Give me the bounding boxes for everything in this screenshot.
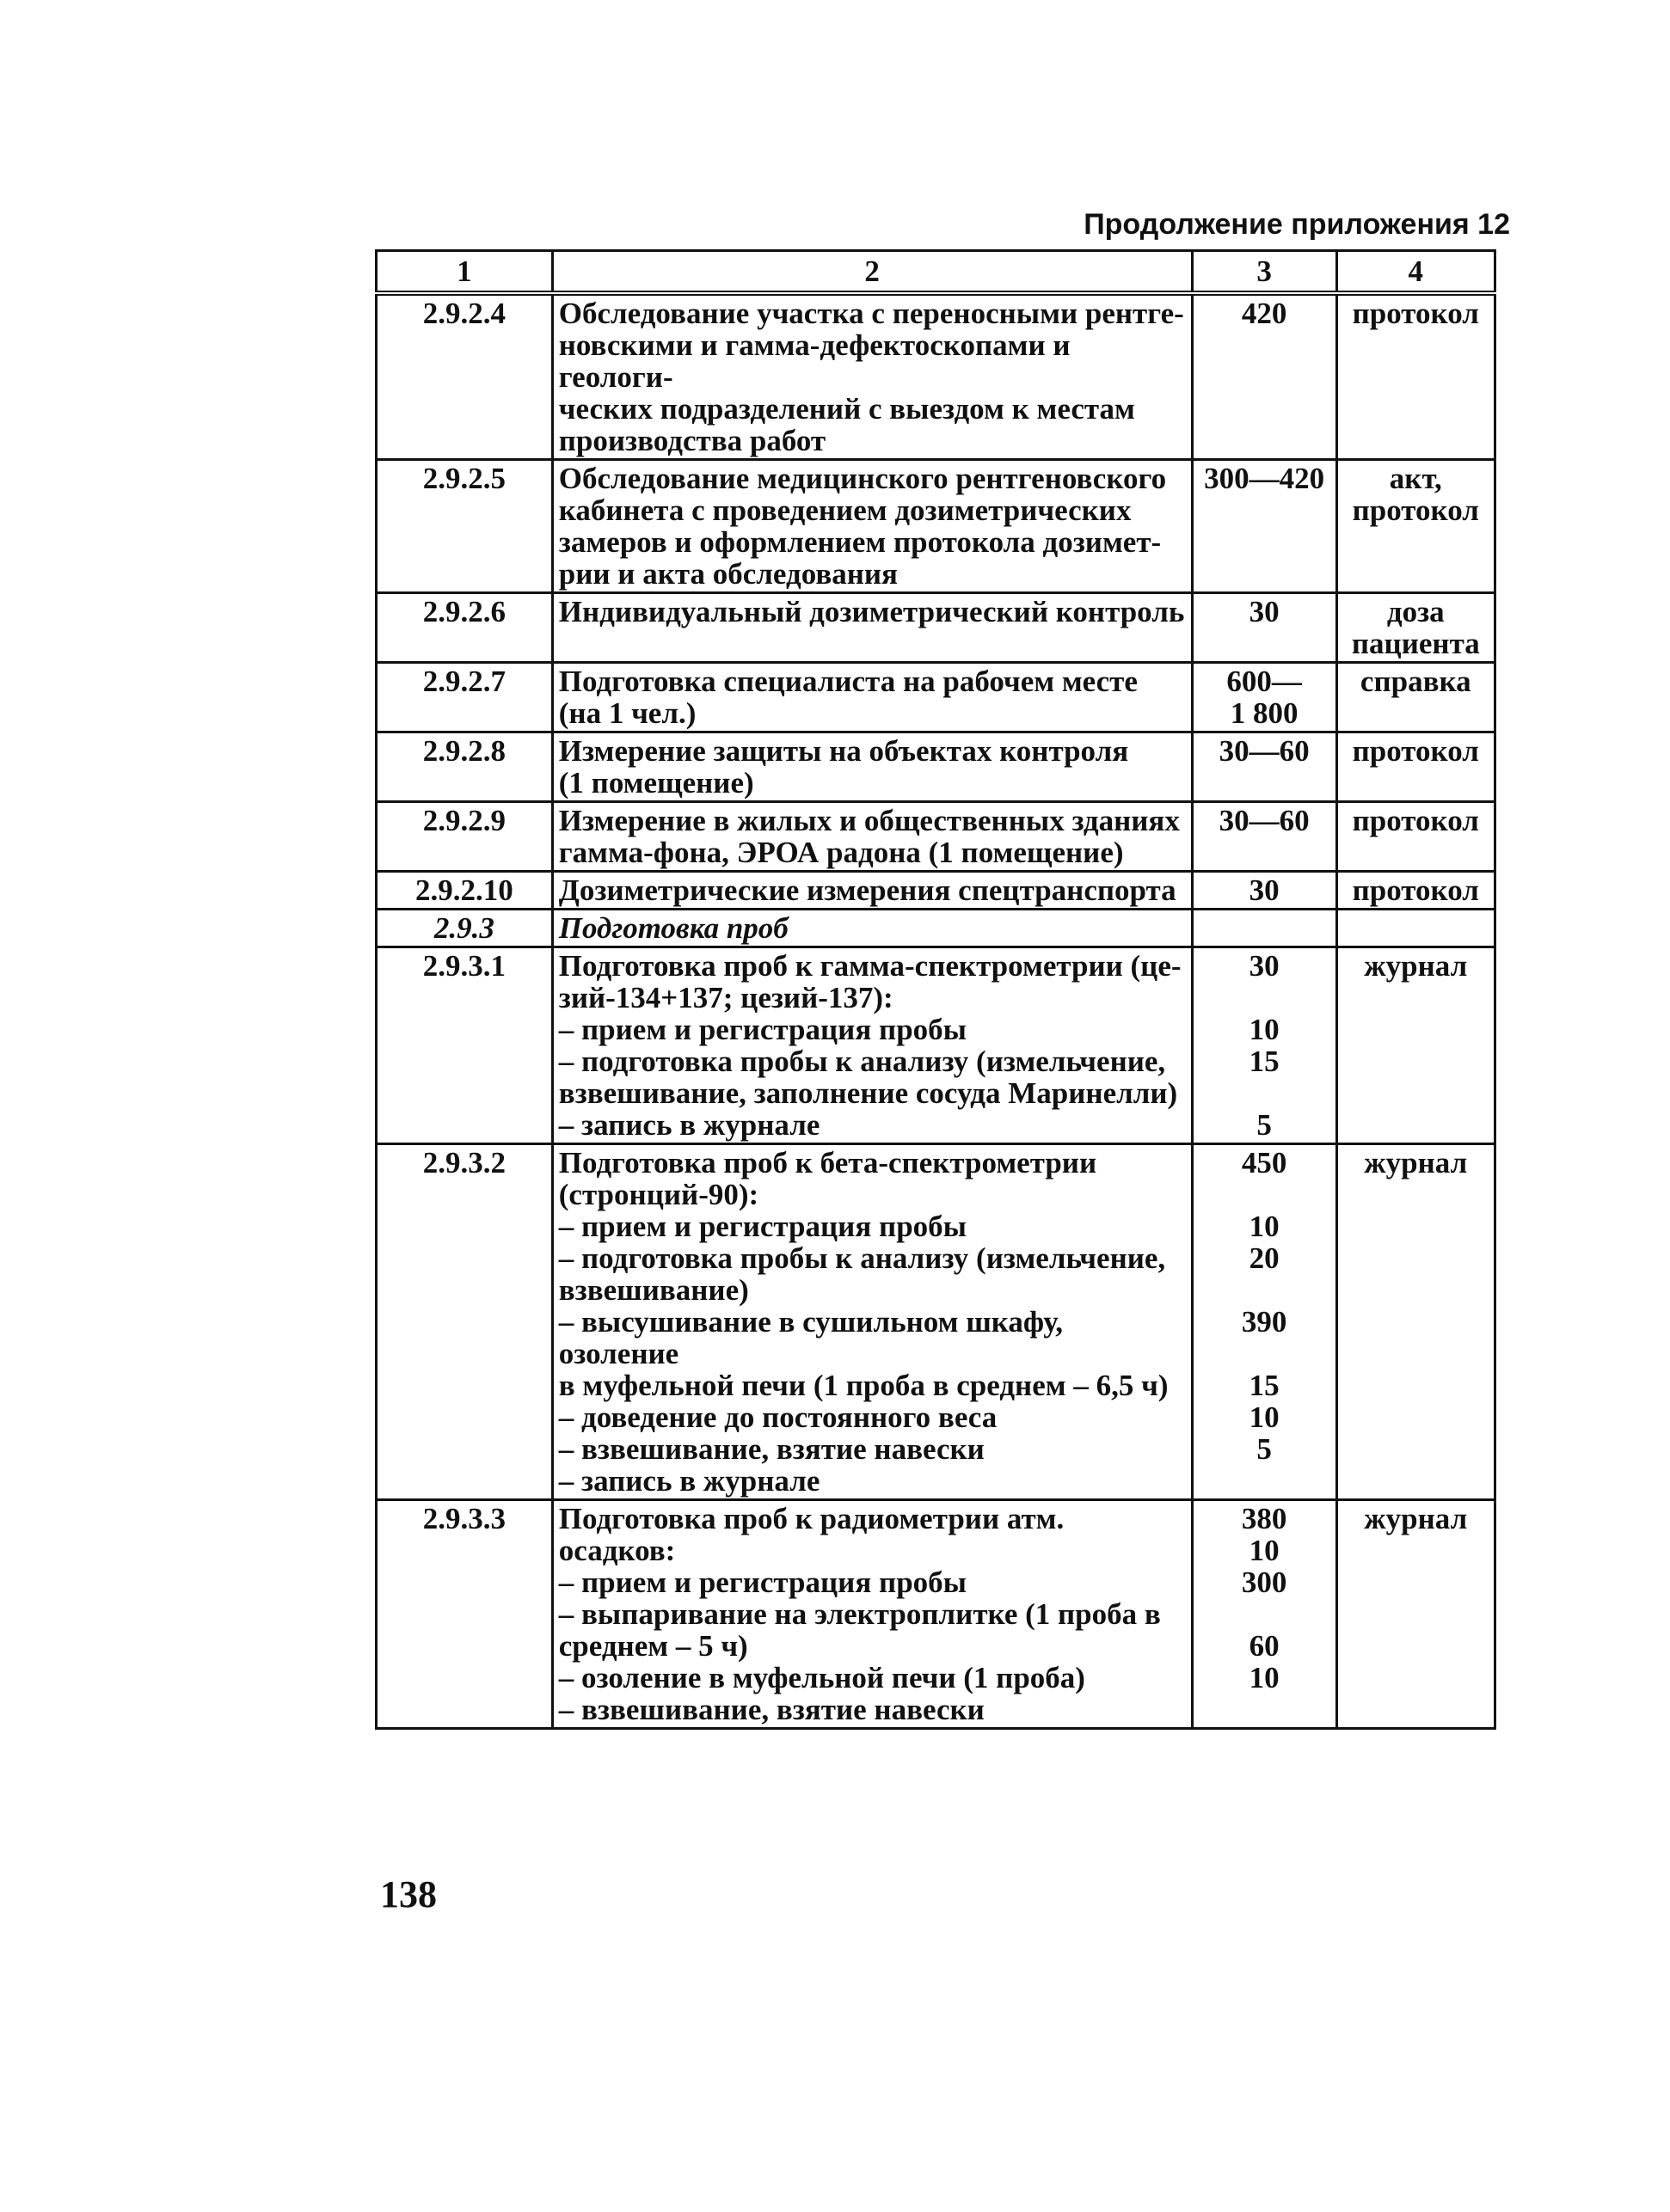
value-line: 10 [1249,1013,1280,1046]
description-line: – прием и регистрация пробы [558,1210,967,1243]
value-line: 390 [1241,1305,1287,1339]
page-number: 138 [380,1873,437,1915]
value-line [1199,1179,1330,1210]
description-line: – выпаривание на электроплитке (1 проба в [558,1597,1161,1631]
row-unit: журнал [1336,947,1495,1144]
value-line: 60 [1249,1629,1280,1663]
value-line: 30—60 [1219,804,1310,837]
value-line: 1 800 [1230,696,1299,730]
value-line: 15 [1249,1369,1280,1402]
row-description [552,872,1192,910]
row-value [1192,1500,1336,1729]
value-line: 420 [1241,297,1287,330]
description-line: в муфельной печи (1 проба в среднем – 6,5 ч) [558,1369,1169,1402]
row-code: 2.9.2.10 [377,872,553,910]
description-line: новскими и гамма-дефектоскопами и геологи- [558,328,1071,394]
row-description [552,1144,1192,1500]
value-line: 10 [1249,1210,1280,1243]
row-unit: журнал [1336,1144,1495,1500]
row-code: 2.9.3.2 [377,1144,553,1500]
table-row [377,872,1495,910]
description-line: Подготовка проб к гамма-спектрометрии (це- [558,949,1182,983]
value-line: 10 [1249,1400,1280,1434]
description-line: (на 1 чел.) [558,696,697,730]
row-unit: акт, протокол [1336,460,1495,593]
value-line: 15 [1249,1045,1280,1078]
row-code: 2.9.2.8 [377,732,553,802]
value-line [1199,1077,1330,1109]
description-line: кабинета с проведением дозиметрических [558,493,1132,527]
header-col-4: 4 [1336,251,1495,294]
value-line [1199,1598,1330,1630]
value-line: 30—60 [1219,734,1310,768]
row-value [1192,293,1336,460]
header-col-3: 3 [1192,251,1336,294]
value-line: 20 [1249,1241,1280,1275]
row-value [1192,910,1336,947]
row-description [552,460,1192,593]
description-line: – озоление в муфельной печи (1 проба) [558,1661,1085,1694]
description-line: Подготовка проб к радиометрии атм. осадков: [558,1502,1065,1567]
value-line: 10 [1249,1534,1280,1567]
row-description [552,663,1192,732]
row-description [552,947,1192,1144]
description-line: – доведение до постоянного веса [558,1400,998,1434]
description-line: взвешивание) [558,1273,749,1307]
row-unit: справка [1336,663,1495,732]
value-line: 5 [1256,1108,1272,1142]
row-unit: протокол [1336,872,1495,910]
row-description [552,1500,1192,1729]
row-description [552,593,1192,663]
row-unit: журнал [1336,1500,1495,1729]
description-line: гамма-фона, ЭРОА радона (1 помещение) [558,836,1124,869]
table-row [377,1500,1495,1729]
value-line [1199,1274,1330,1306]
row-description [552,802,1192,872]
value-line: 30 [1249,873,1280,907]
description-line: (1 помещение) [558,766,754,800]
value-line: 300—420 [1204,462,1325,495]
row-value [1192,1144,1336,1500]
description-line: замеров и оформлением протокола дозимет- [558,525,1162,559]
value-line [1199,1338,1330,1369]
description-line: – прием и регистрация пробы [558,1566,967,1599]
row-description [552,293,1192,460]
row-value [1192,732,1336,802]
description-line: – взвешивание, взятие навески [558,1693,985,1726]
description-line: Измерение в жилых и общественных зданиях [558,804,1180,837]
row-code: 2.9.2.9 [377,802,553,872]
row-unit: протокол [1336,293,1495,460]
description-line: – запись в журнале [558,1108,820,1142]
row-unit: доза пациента [1336,593,1495,663]
description-line: взвешивание, заполнение сосуда Маринелли) [558,1076,1178,1110]
row-unit [1336,910,1495,947]
description-line: зий-134+137; цезий-137): [558,981,893,1014]
description-line: Подготовка проб [558,911,789,945]
row-value [1192,872,1336,910]
description-line: ческих подразделений с выездом к местам [558,392,1135,426]
description-line: – подготовка пробы к анализу (измельчение, [558,1241,1166,1275]
row-code: 2.9.3.3 [377,1500,553,1729]
row-code: 2.9.2.7 [377,663,553,732]
description-line: среднем – 5 ч) [558,1629,748,1663]
table-row [377,460,1495,593]
row-unit: протокол [1336,802,1495,872]
row-value [1192,663,1336,732]
value-line [1199,982,1330,1014]
table-row [377,593,1495,663]
description-line: – высушивание в сушильном шкафу, озоление [558,1305,1063,1370]
row-value [1192,947,1336,1144]
row-description [552,910,1192,947]
description-line: Подготовка специалиста на рабочем месте [558,665,1138,698]
description-line: – взвешивание, взятие навески [558,1432,985,1466]
value-line: 300 [1241,1566,1287,1599]
row-description [552,732,1192,802]
description-line: производства работ [558,424,826,457]
table-caption: Продолжение приложения 12 [1084,208,1510,241]
row-value [1192,460,1336,593]
row-value [1192,802,1336,872]
description-line: Подготовка проб к бета-спектрометрии [558,1146,1097,1180]
table-row [377,910,1495,947]
table-row [377,732,1495,802]
row-code: 2.9.2.4 [377,293,553,460]
description-line: – прием и регистрация пробы [558,1013,967,1046]
row-code: 2.9.2.5 [377,460,553,593]
value-line: 600— [1226,665,1302,698]
value-line: 30 [1249,595,1280,628]
table-row [377,802,1495,872]
header-col-1: 1 [377,251,553,294]
description-line: Индивидуальный дозиметрический контроль [558,595,1185,628]
row-unit: протокол [1336,732,1495,802]
row-code: 2.9.3 [377,910,553,947]
row-value [1192,593,1336,663]
description-line: Обследование медицинского рентгеновского [558,462,1167,495]
value-line: 30 [1249,949,1280,983]
table-header-row [377,251,1495,294]
value-line: 450 [1241,1146,1287,1180]
description-line: – запись в журнале [558,1464,820,1498]
description-line: Обследование участка с переносными рентге- [558,297,1184,330]
header-col-2: 2 [552,251,1192,294]
services-table [375,249,1496,1730]
description-line: Измерение защиты на объектах контроля [558,734,1129,768]
table-row [377,293,1495,460]
description-line: (стронций-90): [558,1178,759,1211]
row-code: 2.9.2.6 [377,593,553,663]
table-row [377,1144,1495,1500]
row-code: 2.9.3.1 [377,947,553,1144]
table-row [377,947,1495,1144]
description-line: рии и акта обследования [558,557,898,591]
table-row [377,663,1495,732]
value-line: 10 [1249,1661,1280,1694]
description-line: Дозиметрические измерения спецтранспорта [558,873,1176,907]
value-line: 5 [1256,1432,1272,1466]
value-line: 380 [1241,1502,1287,1535]
description-line: – подготовка пробы к анализу (измельчение, [558,1045,1166,1078]
